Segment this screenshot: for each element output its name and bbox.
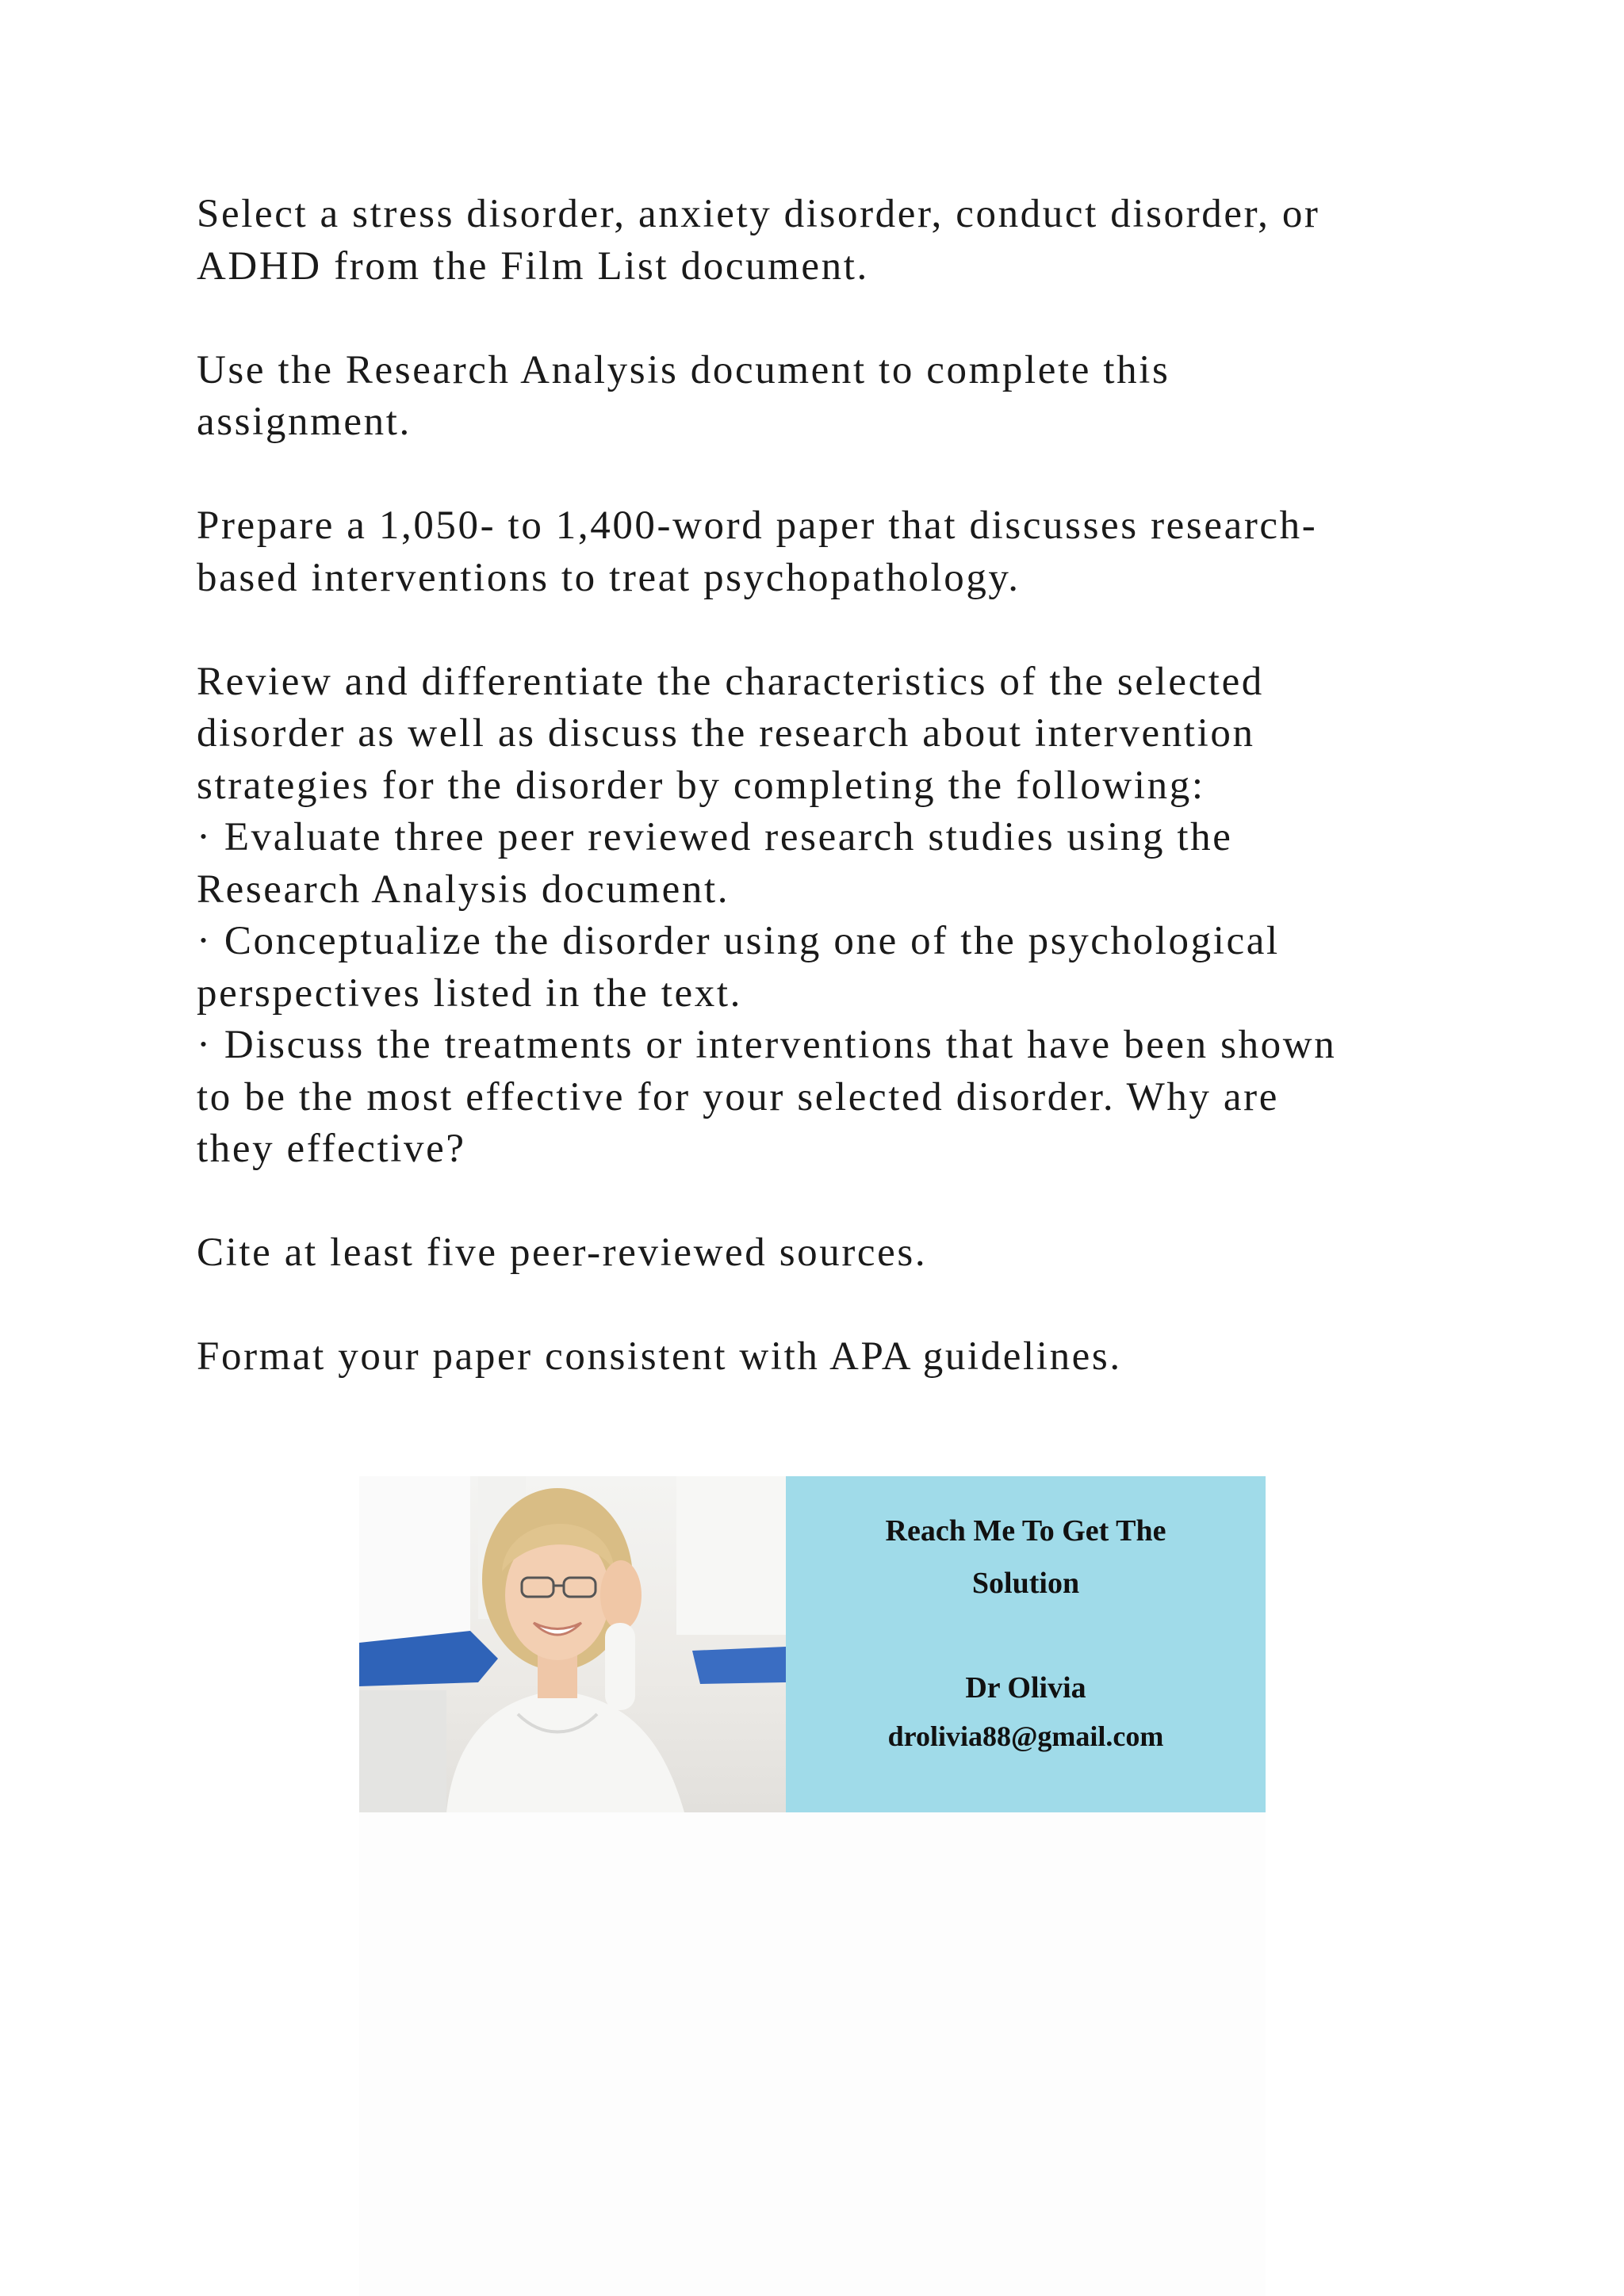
text-line: based interventions to treat psychopathology. — [197, 555, 1021, 600]
text-line: assignment. — [197, 400, 412, 444]
text-line: they effective? — [197, 1127, 466, 1171]
paragraph-apa-format — [197, 1331, 1434, 1383]
assignment-text — [197, 189, 1434, 1435]
text-line: disorder as well as discuss the research about intervention — [197, 711, 1255, 756]
text-line: Research Analysis document. — [197, 867, 730, 912]
text-line: perspectives listed in the text. — [197, 970, 742, 1016]
contact-panel — [786, 1476, 1266, 1812]
contact-email: drolivia88@gmail.com — [887, 1720, 1164, 1752]
ad-headline: Reach Me To Get The Solution — [885, 1514, 1166, 1600]
bullet-line: · Discuss the treatments or interventions that have been shown — [197, 1023, 1337, 1067]
paragraph-select-disorder — [197, 189, 1434, 293]
contact-name: Dr Olivia — [965, 1671, 1086, 1705]
text-line: strategies for the disorder by completing the following: — [197, 763, 1205, 808]
text-line: Select a stress disorder, anxiety disorder, conduct disorder, or — [197, 192, 1320, 236]
paragraph-review-differentiate — [197, 656, 1434, 1176]
contact-banner — [359, 1476, 1266, 1812]
text-line: ADHD from the Film List document. — [197, 243, 869, 289]
paragraph-cite-sources — [197, 1227, 1434, 1280]
paragraph-prepare-paper — [197, 500, 1434, 604]
woman-illustration — [359, 1476, 786, 1812]
bullet-line: · Conceptualize the disorder using one of the psychological — [197, 919, 1280, 963]
woman-photo — [359, 1476, 786, 1812]
bullet-line: · Evaluate three peer reviewed research studies using the — [197, 815, 1233, 859]
text-line: Cite at least five peer-reviewed sources. — [197, 1230, 928, 1275]
text-line: Review and differentiate the characteristics of the selected — [197, 659, 1264, 704]
text-line: to be the most effective for your selected disorder. Why are — [197, 1074, 1279, 1119]
blank-image-area — [359, 1812, 1266, 2296]
text-line: Format your paper consistent with APA guidelines. — [197, 1334, 1122, 1379]
text-line: Use the Research Analysis document to complete this — [197, 347, 1170, 392]
paragraph-research-analysis — [197, 345, 1434, 449]
text-line: Prepare a 1,050- to 1,400-word paper that discusses research- — [197, 503, 1318, 548]
